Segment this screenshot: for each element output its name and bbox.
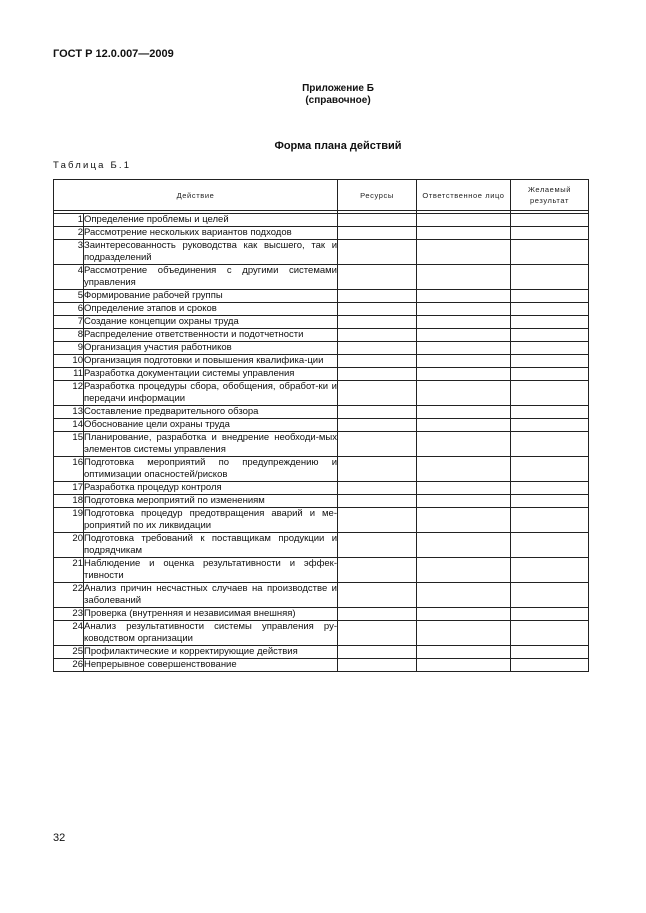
result-cell: [511, 265, 589, 290]
result-cell: [511, 621, 589, 646]
resources-cell: [338, 214, 417, 227]
responsible-cell: [417, 381, 511, 406]
table-row: [54, 329, 589, 342]
table-row: [54, 432, 589, 457]
table-row: [54, 368, 589, 381]
appendix-subtitle: (справочное): [305, 95, 371, 106]
responsible-cell: [417, 419, 511, 432]
row-number: 21: [54, 558, 84, 583]
page-number: 32: [53, 832, 66, 844]
result-cell: [511, 646, 589, 659]
row-number: 13: [54, 406, 84, 419]
row-action: Обоснование цели охраны труда: [84, 419, 338, 432]
row-action: Подготовка процедур предотвращения аварий и ме-роприятий по их ликвидации: [84, 508, 337, 531]
result-cell: [511, 659, 589, 672]
result-cell: [511, 355, 589, 368]
responsible-cell: [417, 214, 511, 227]
row-action: Организация подготовки и повышения квалифика-ции: [84, 355, 338, 368]
row-action: Подготовка требований к поставщикам продукции и подрядчикам: [84, 533, 337, 556]
responsible-cell: [417, 342, 511, 355]
result-cell: [511, 495, 589, 508]
table-row: [54, 214, 589, 227]
column-header-responsible: Ответственное лицо: [417, 180, 511, 211]
table-row: [54, 646, 589, 659]
document-code: ГОСТ Р 12.0.007—2009: [53, 48, 174, 60]
row-number: 9: [54, 342, 84, 355]
table-row: [54, 265, 589, 290]
result-cell: [511, 329, 589, 342]
row-number: 11: [54, 368, 84, 381]
result-cell: [511, 368, 589, 381]
form-title: Форма плана действий: [274, 140, 402, 152]
result-cell: [511, 290, 589, 303]
result-cell: [511, 227, 589, 240]
resources-cell: [338, 495, 417, 508]
row-action: Создание концепции охраны труда: [84, 316, 338, 329]
row-action: Планирование, разработка и внедрение необходи-мых элементов системы управления: [84, 432, 337, 455]
row-action: Определение проблемы и целей: [84, 214, 338, 227]
result-cell: [511, 381, 589, 406]
row-action: Распределение ответственности и подотчетности: [84, 329, 338, 342]
result-cell: [511, 432, 589, 457]
resources-cell: [338, 419, 417, 432]
responsible-cell: [417, 329, 511, 342]
result-cell: [511, 533, 589, 558]
result-cell: [511, 508, 589, 533]
row-number: 4: [54, 265, 84, 290]
resources-cell: [338, 457, 417, 482]
row-action: Заинтересованность руководства как высшего, так и подразделений: [84, 240, 337, 263]
row-number: 24: [54, 621, 84, 646]
responsible-cell: [417, 303, 511, 316]
row-action: Определение этапов и сроков: [84, 303, 338, 316]
row-action: Рассмотрение объединения с другими системами управления: [84, 265, 337, 288]
row-action: Анализ причин несчастных случаев на производстве и заболеваний: [84, 583, 337, 606]
resources-cell: [338, 583, 417, 608]
row-number: 5: [54, 290, 84, 303]
resources-cell: [338, 558, 417, 583]
row-number: 8: [54, 329, 84, 342]
row-action: Профилактические и корректирующие действия: [84, 646, 338, 659]
table-row: [54, 558, 589, 583]
result-cell: [511, 583, 589, 608]
appendix-title: Приложение Б: [302, 83, 374, 94]
table-row: [54, 608, 589, 621]
result-cell: [511, 303, 589, 316]
row-number: 20: [54, 533, 84, 558]
responsible-cell: [417, 457, 511, 482]
responsible-cell: [417, 608, 511, 621]
row-action: Подготовка мероприятий по изменениям: [84, 495, 338, 508]
row-number: 15: [54, 432, 84, 457]
result-cell: [511, 457, 589, 482]
resources-cell: [338, 265, 417, 290]
row-number: 19: [54, 508, 84, 533]
resources-cell: [338, 533, 417, 558]
responsible-cell: [417, 558, 511, 583]
result-cell: [511, 214, 589, 227]
responsible-cell: [417, 316, 511, 329]
table-row: [54, 621, 589, 646]
table-row: [54, 406, 589, 419]
row-number: 7: [54, 316, 84, 329]
table-label: Таблица Б.1: [53, 160, 132, 171]
resources-cell: [338, 432, 417, 457]
resources-cell: [338, 303, 417, 316]
result-cell: [511, 482, 589, 495]
responsible-cell: [417, 482, 511, 495]
responsible-cell: [417, 406, 511, 419]
row-number: 12: [54, 381, 84, 406]
row-action: Анализ результативности системы управления ру-ководством организации: [84, 621, 337, 644]
row-number: 1: [54, 214, 84, 227]
row-action: Наблюдение и оценка результативности и эффек-тивности: [84, 558, 337, 581]
row-action: Разработка процедур контроля: [84, 482, 338, 495]
table-row: [54, 342, 589, 355]
row-action: Подготовка мероприятий по предупреждению и оптимизации опасностей/рисков: [84, 457, 337, 480]
row-action: Формирование рабочей группы: [84, 290, 338, 303]
table-row: [54, 227, 589, 240]
row-number: 3: [54, 240, 84, 265]
result-cell: [511, 342, 589, 355]
row-number: 10: [54, 355, 84, 368]
result-cell: [511, 608, 589, 621]
row-number: 2: [54, 227, 84, 240]
resources-cell: [338, 659, 417, 672]
row-number: 26: [54, 659, 84, 672]
table-row: [54, 290, 589, 303]
row-number: 22: [54, 583, 84, 608]
responsible-cell: [417, 533, 511, 558]
table-row: [54, 583, 589, 608]
responsible-cell: [417, 508, 511, 533]
responsible-cell: [417, 659, 511, 672]
resources-cell: [338, 381, 417, 406]
resources-cell: [338, 608, 417, 621]
row-action: Непрерывное совершенствование: [84, 659, 338, 672]
responsible-cell: [417, 368, 511, 381]
resources-cell: [338, 355, 417, 368]
result-cell: [511, 240, 589, 265]
result-cell: [511, 406, 589, 419]
table-row: [54, 659, 589, 672]
responsible-cell: [417, 583, 511, 608]
resources-cell: [338, 508, 417, 533]
row-action: Проверка (внутренняя и независимая внешняя): [84, 608, 338, 621]
table-row: [54, 419, 589, 432]
row-action: Организация участия работников: [84, 342, 338, 355]
responsible-cell: [417, 355, 511, 368]
table-row: [54, 457, 589, 482]
row-action: Разработка процедуры сбора, обобщения, обработ-ки и передачи информации: [84, 381, 337, 404]
row-action: Составление предварительного обзора: [84, 406, 338, 419]
resources-cell: [338, 316, 417, 329]
resources-cell: [338, 240, 417, 265]
table-row: [54, 508, 589, 533]
resources-cell: [338, 227, 417, 240]
resources-cell: [338, 646, 417, 659]
resources-cell: [338, 329, 417, 342]
result-cell: [511, 316, 589, 329]
row-number: 16: [54, 457, 84, 482]
row-action: Разработка документации системы управления: [84, 368, 338, 381]
table-row: [54, 303, 589, 316]
result-cell: [511, 419, 589, 432]
responsible-cell: [417, 265, 511, 290]
resources-cell: [338, 290, 417, 303]
row-number: 14: [54, 419, 84, 432]
table-row: [54, 381, 589, 406]
row-number: 23: [54, 608, 84, 621]
row-number: 18: [54, 495, 84, 508]
table-row: [54, 355, 589, 368]
table-row: [54, 482, 589, 495]
row-number: 17: [54, 482, 84, 495]
responsible-cell: [417, 240, 511, 265]
table-row: [54, 533, 589, 558]
column-header-result: Желаемый результат: [511, 180, 589, 211]
responsible-cell: [417, 432, 511, 457]
responsible-cell: [417, 495, 511, 508]
resources-cell: [338, 368, 417, 381]
resources-cell: [338, 342, 417, 355]
responsible-cell: [417, 646, 511, 659]
table-row: [54, 316, 589, 329]
resources-cell: [338, 621, 417, 646]
resources-cell: [338, 406, 417, 419]
column-header-resources: Ресурсы: [338, 180, 417, 211]
table-header-row: [54, 180, 589, 211]
row-action: Рассмотрение нескольких вариантов подходов: [84, 227, 338, 240]
table-row: [54, 495, 589, 508]
responsible-cell: [417, 227, 511, 240]
responsible-cell: [417, 621, 511, 646]
row-number: 6: [54, 303, 84, 316]
result-cell: [511, 558, 589, 583]
responsible-cell: [417, 290, 511, 303]
row-number: 25: [54, 646, 84, 659]
action-plan-table: [53, 179, 589, 672]
table-row: [54, 240, 589, 265]
column-header-action: Действие: [54, 180, 338, 211]
resources-cell: [338, 482, 417, 495]
